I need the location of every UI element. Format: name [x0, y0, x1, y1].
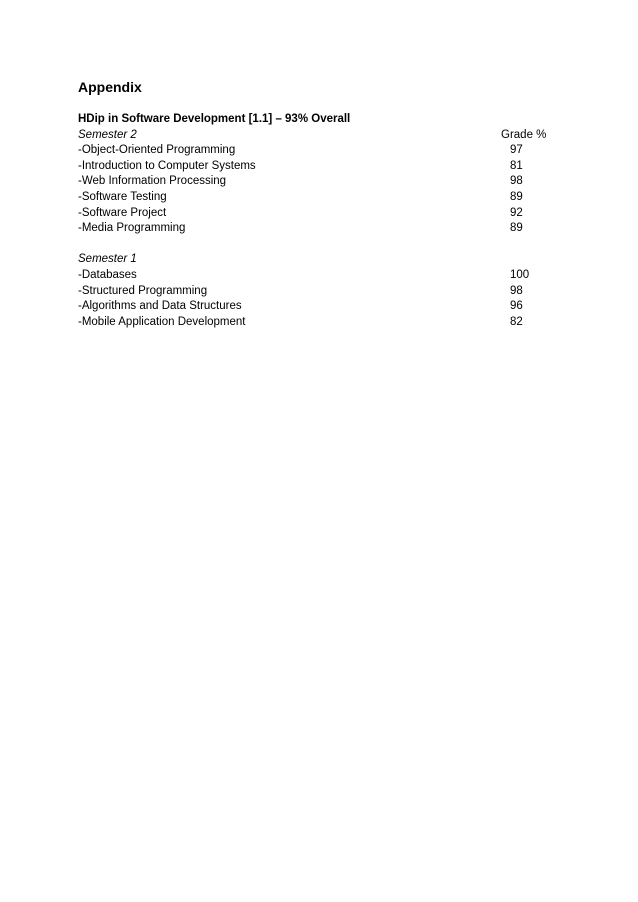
module-name: -Software Testing [78, 190, 167, 203]
semester-label: Semester 1 [78, 253, 137, 266]
semester-label: Semester 2 [78, 128, 137, 141]
module-row [78, 159, 558, 175]
module-grade: 89 [510, 222, 523, 235]
module-grade: 98 [510, 284, 523, 297]
module-grade: 98 [510, 175, 523, 188]
module-row [78, 143, 558, 159]
grade-column-header: Grade % [501, 128, 547, 141]
module-grade: 97 [510, 144, 523, 157]
module-row [78, 221, 558, 237]
module-row [78, 315, 558, 331]
module-name: -Software Project [78, 206, 167, 219]
module-grade: 82 [510, 315, 523, 328]
module-name: -Algorithms and Data Structures [78, 300, 242, 313]
module-name: -Introduction to Computer Systems [78, 159, 256, 172]
module-name: -Databases [78, 268, 137, 281]
module-grade: 96 [510, 300, 523, 313]
module-name: -Structured Programming [78, 284, 208, 297]
appendix-heading: Appendix [78, 79, 142, 95]
module-name: -Mobile Application Development [78, 315, 246, 328]
module-grade: 81 [510, 159, 523, 172]
module-row [78, 299, 558, 315]
grades-section [78, 112, 558, 330]
semester-header-row [78, 128, 558, 144]
module-name: -Web Information Processing [78, 175, 227, 188]
module-grade: 92 [510, 206, 523, 219]
module-row [78, 268, 558, 284]
module-row [78, 190, 558, 206]
semester-header-row [78, 252, 558, 268]
module-row [78, 284, 558, 300]
module-name: -Media Programming [78, 222, 186, 235]
module-grade: 89 [510, 190, 523, 203]
module-grade: 100 [510, 268, 530, 281]
module-row [78, 206, 558, 222]
section-spacer [78, 237, 558, 253]
module-name: -Object-Oriented Programming [78, 144, 236, 157]
program-title: HDip in Software Development [1.1] – 93% Overall [78, 113, 351, 125]
module-row [78, 174, 558, 190]
